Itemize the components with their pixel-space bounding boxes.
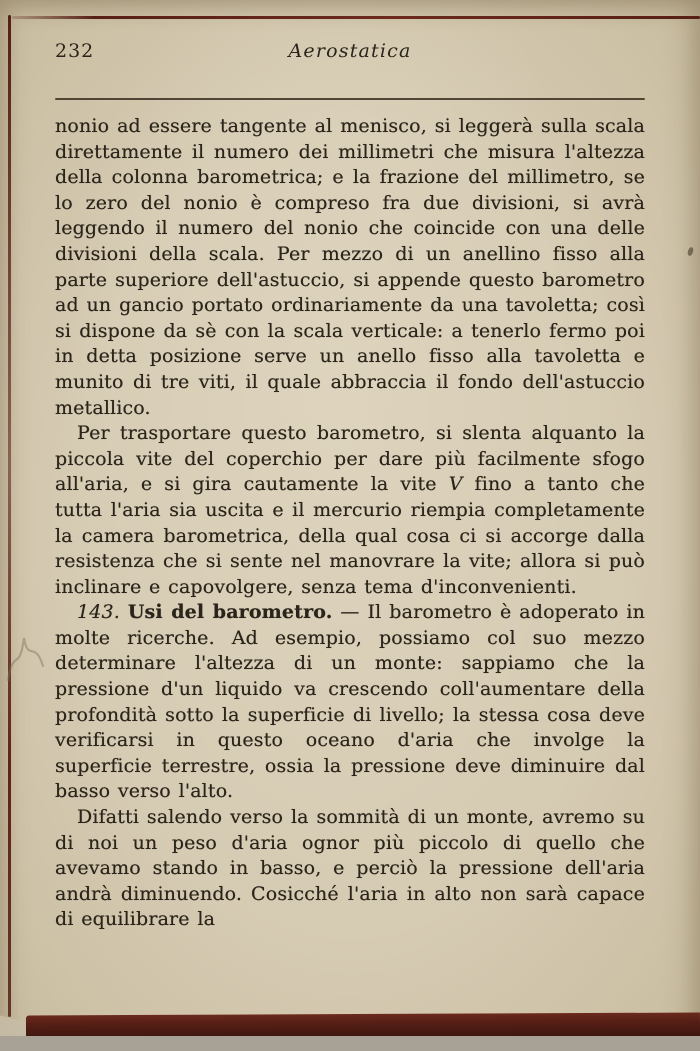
page-body xyxy=(55,114,645,933)
paragraph-text: fino a tanto che tutta l'aria sia uscita e il mercurio riempia completamente la camera barometrica, della qual cosa ci si accorge dalla resistenza che si sente nel manovrare la vite; allora si può inclinare e capovolgere, senza tema d'inconvenienti. xyxy=(55,473,646,598)
paragraph-difatti: Difatti salendo verso la sommità di un monte, avremo su di noi un peso d'aria ognor più piccolo di quello che avevamo stando in basso, e perciò la pressione dell'aria andrà diminuendo. Cosicché l'aria in alto non sarà capace di equilibrare la xyxy=(55,806,645,931)
paragraph-text: Il barometro è adoperato in molte ricerche. Ad esempio, possiamo col suo mezzo determinare l'altezza di un monte: sappiamo che la pressione d'un liquido va crescendo coll'aumentare della profondità sotto la superficie di livello; la stessa cosa deve verificarsi in questo oceano d'aria che involge la superficie terrestre, ossia la pressione deve diminuire dal basso verso l'alto. xyxy=(55,601,645,803)
header-rule xyxy=(55,98,645,100)
ink-speck xyxy=(687,246,695,256)
paragraph-continuation: nonio ad essere tangente al menisco, si leggerà sulla scala direttamente il numero dei millimetri che misura l'altezza della colonna barometrica; e la frazione del millimetro, se lo zero del nonio è compreso fra due divisioni, si avrà leggendo il numero del nonio che coincide con una delle divisioni della scala. Per mezzo di un anellino fisso alla parte superiore dell'astuccio, si appende questo barometro ad un gancio portato ordinariamente da una tavoletta; così si dispone da sè con la scala verticale: a tenerlo fermo poi in detta posizione serve un anello fisso alla tavoletta e munito di tre viti, il quale abbraccia il fondo dell'astuccio metallico. xyxy=(55,115,645,419)
variable-v: V xyxy=(448,473,463,496)
page-content xyxy=(55,36,645,933)
pencil-margin-mark xyxy=(2,618,48,690)
paragraph-section-143 xyxy=(55,600,645,805)
section-heading: Usi del barometro. xyxy=(127,601,333,624)
page-header xyxy=(55,36,645,66)
paragraph-text: Per trasportare questo barometro, si slenta alquanto la piccola vite del coperchio per dare più facilmente sfogo all'aria, e si gira cautamente la vite xyxy=(55,422,645,496)
section-number: 143. xyxy=(77,601,120,624)
paragraph-transport xyxy=(55,421,645,600)
scan-edge-left xyxy=(8,15,11,1017)
em-dash: — xyxy=(340,601,360,624)
page-number: 232 xyxy=(55,40,95,62)
scan-edge-top xyxy=(12,16,700,19)
scan-background-strip xyxy=(0,1036,700,1051)
running-title: Aerostatica xyxy=(288,40,412,62)
